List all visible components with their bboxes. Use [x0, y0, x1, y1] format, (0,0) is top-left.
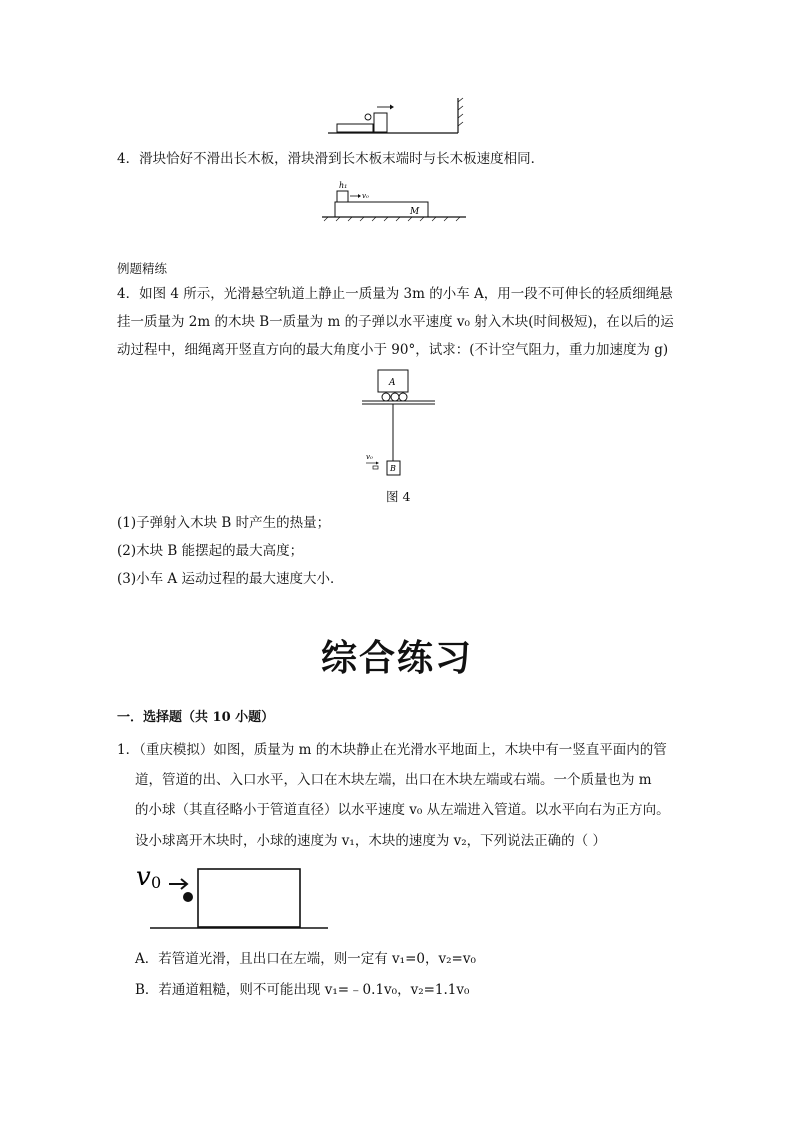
q1-ball [183, 892, 193, 902]
option-A: A．若管道光滑，且出口在左端，则一定有 v₁=0，v₂=v₀ [135, 951, 476, 967]
slider-velocity-label: v₀ [362, 192, 369, 200]
board-mass-label: M [410, 207, 420, 217]
question-1-line-3: 的小球（其直径略小于管道直径）以水平速度 v₀ 从左端进入管道。以水平向右为正方向。 [135, 802, 670, 818]
example-line-1: 4．如图 4 所示，光滑悬空轨道上静止一质量为 3m 的小车 A，用一段不可伸长的轻质细绳悬 [117, 286, 673, 302]
option-B: B．若通道粗糙，则不可能出现 v₁=﹣0.1v₀，v₂=1.1v₀ [135, 982, 470, 998]
slider-label: h₁ [339, 181, 348, 190]
q1-velocity-sub: 0 [151, 873, 162, 892]
cart-A-label: A [389, 378, 396, 388]
question-1-line-2: 道，管道的出、入口水平，入口在木块左端，出口在木块左端或右端。一个质量也为 m [135, 772, 652, 788]
q1-velocity-v: v [136, 862, 151, 892]
question-1-line-4: 设小球离开木块时，小球的速度为 v₁，木块的速度为 v₂，下列说法正确的（ ） [135, 833, 606, 849]
question-1-line-1: 1．（重庆模拟）如图，质量为 m 的木块静止在光滑水平地面上，木块中有一竖直平面内的管 [117, 742, 667, 758]
question-part-1: (1)子弹射入木块 B 时产生的热量； [117, 515, 331, 531]
example-heading: 例题精练 [117, 261, 168, 276]
section-title: 综合练习 [320, 638, 473, 679]
bullet-velocity-label: v₀ [366, 453, 373, 461]
question-part-3: (3)小车 A 运动过程的最大速度大小． [117, 571, 344, 587]
block-B-label: B [390, 464, 396, 473]
example-line-3: 动过程中，细绳离开竖直方向的最大角度小于 90°，试求：(不计空气阻力，重力加速度为 g) [117, 342, 669, 358]
example-line-2: 挂一质量为 2m 的木块 B一质量为 m 的子弹以水平速度 v₀ 射入木块(时间极短)，在以后的运 [117, 314, 674, 330]
item4-text: 4．滑块恰好不滑出长木板，滑块滑到长木板末端时与长木板速度相同． [117, 151, 545, 167]
q1-wood-block [198, 869, 300, 927]
figure-4-caption: 图 4 [386, 489, 411, 504]
section-subheading: 一．选择题（共 10 小题） [117, 710, 275, 725]
question-part-2: (2)木块 B 能摆起的最大高度； [117, 543, 304, 559]
